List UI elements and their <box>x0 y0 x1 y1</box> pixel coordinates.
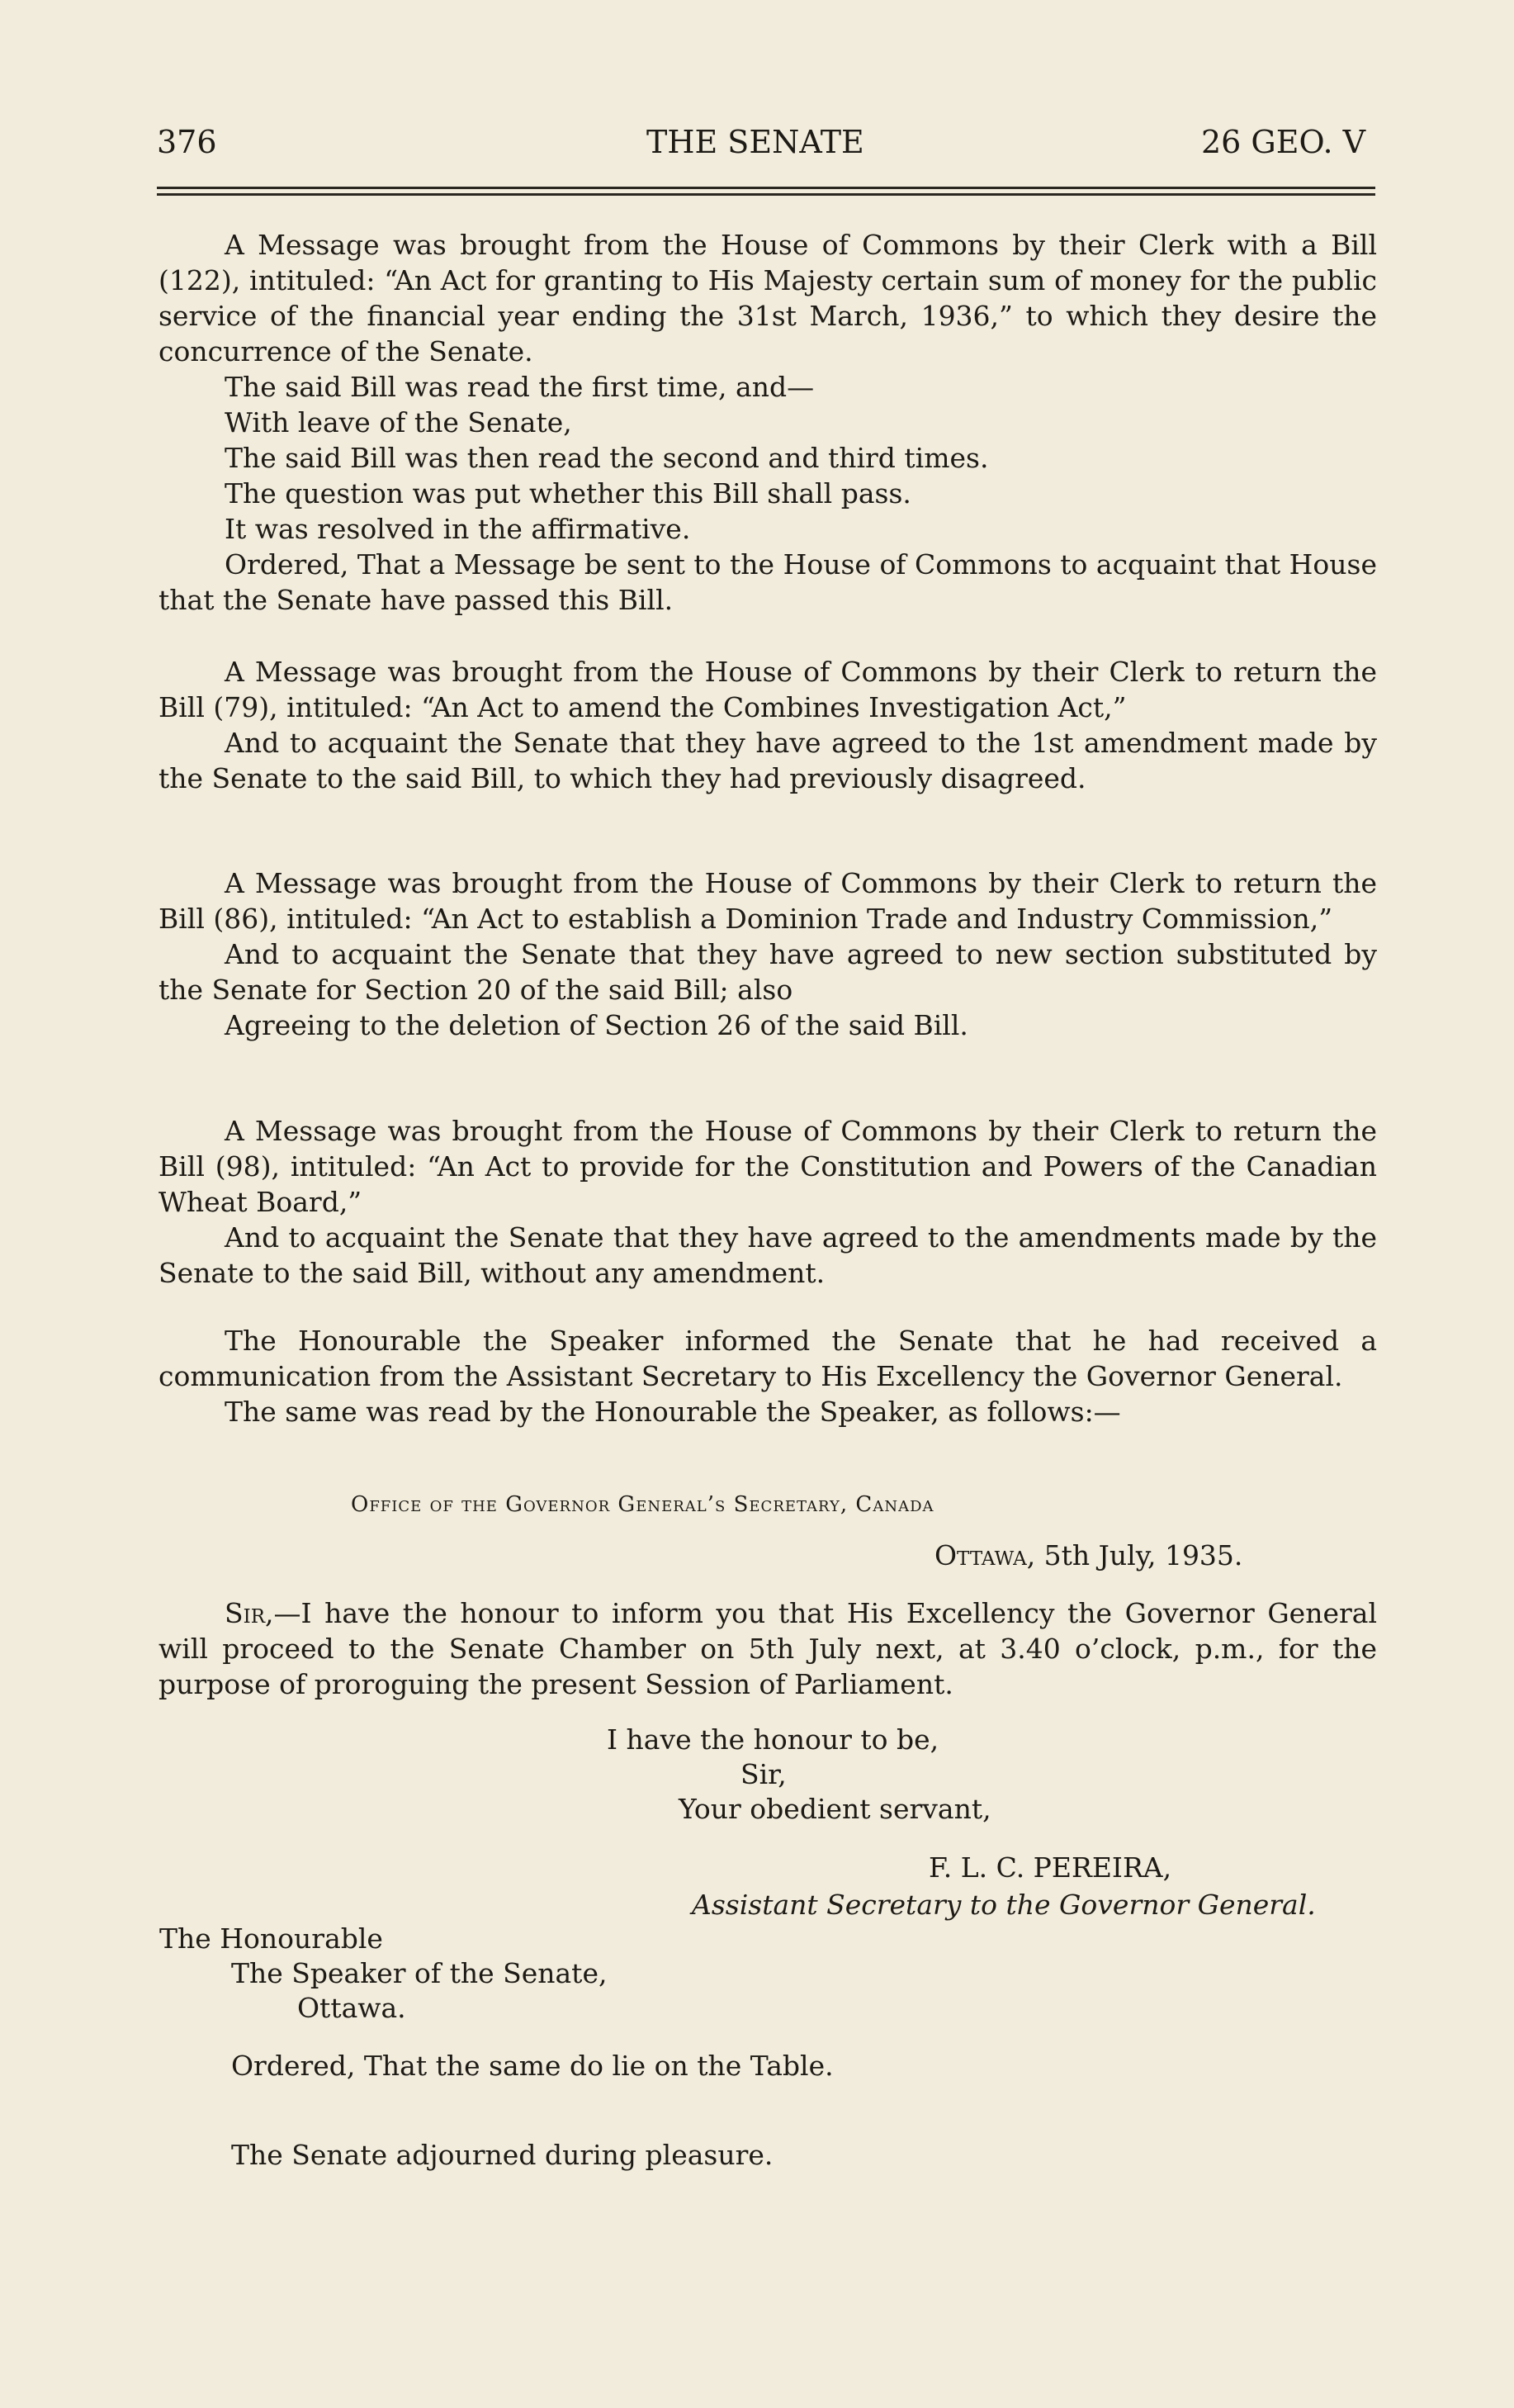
paragraph: The said Bill was read the first time, and— <box>225 371 815 403</box>
paragraph: Agreeing to the deletion of Section 26 of the said Bill. <box>225 1009 968 1041</box>
office-heading: Office of the Governor General’s Secretary, Canada <box>351 1492 934 1517</box>
letter-date <box>934 1538 1242 1573</box>
closing-line-1: I have the honour to be, <box>607 1723 939 1756</box>
letter-date-rest: , 5th July, 1935. <box>1026 1539 1243 1571</box>
letter-place: Ottawa <box>934 1539 1027 1571</box>
addressee-line-3: Ottawa. <box>297 1992 406 2024</box>
section-bill-86 <box>158 865 1377 1043</box>
addressee-line-1: The Honourable <box>159 1922 383 1955</box>
paragraph: A Message was brought from the House of Commons by their Clerk to return the Bill (98), intituled: “An Act to provide for the Constitution and Powers of the Canadian Wheat Board,” <box>158 1115 1377 1218</box>
signer-name: F. L. C. PEREIRA, <box>929 1851 1172 1884</box>
signer-title: Assistant Secretary to the Governor General. <box>692 1889 1316 1921</box>
senate-adjourned: The Senate adjourned during pleasure. <box>231 2139 774 2171</box>
paragraph: A Message was brought from the House of Commons by their Clerk to return the Bill (86), intituled: “An Act to establish a Dominion Trade and Industry Commission,” <box>158 867 1377 935</box>
paragraph: A Message was brought from the House of Commons by their Clerk with a Bill (122), intituled: “An Act for granting to His Majesty certain sum of money for the public service of the financial year ending the 31st March, 1936,” to which they desire the concurrence of the Senate. <box>158 229 1377 367</box>
paragraph: And to acquaint the Senate that they have agreed to new section substituted by the Senate for Section 20 of the said Bill; also <box>158 938 1377 1006</box>
section-speaker-communication <box>158 1323 1377 1429</box>
paragraph: And to acquaint the Senate that they have agreed to the 1st amendment made by the Senate to the said Bill, to which they had previously disagreed. <box>158 727 1377 794</box>
paragraph: The said Bill was then read the second and third times. <box>225 442 989 474</box>
addressee-line-2: The Speaker of the Senate, <box>231 1957 608 1989</box>
header-rule-bottom <box>157 193 1375 196</box>
paragraph: It was resolved in the affirmative. <box>225 513 691 545</box>
paragraph: Ordered, That a Message be sent to the House of Commons to acquaint that House that the Senate have passed this Bill. <box>158 548 1377 616</box>
page-number: 376 <box>157 124 217 160</box>
paragraph <box>158 1595 1377 1702</box>
ordered-table: Ordered, That the same do lie on the Table. <box>231 2050 834 2082</box>
closing-line-2: Sir, <box>740 1758 787 1790</box>
session-label: 26 GEO. V <box>1201 124 1366 160</box>
paragraph: The question was put whether this Bill shall pass. <box>225 477 911 510</box>
paragraph: A Message was brought from the House of Commons by their Clerk to return the Bill (79), intituled: “An Act to amend the Combines Investigation Act,” <box>158 656 1377 723</box>
letter-text: ,—I have the honour to inform you that His Excellency the Governor General will proceed to the Senate Chamber on 5th July next, at 3.40 o’clock, p.m., for the purpose of proroguing the present Session of Parliament. <box>158 1597 1377 1700</box>
salutation: Sir <box>225 1597 266 1629</box>
section-bill-98 <box>158 1113 1377 1291</box>
header-rule-top <box>157 187 1375 189</box>
letter-body <box>158 1595 1377 1702</box>
paragraph: And to acquaint the Senate that they have agreed to the amendments made by the Senate to the said Bill, without any amendment. <box>158 1221 1377 1289</box>
paragraph: With leave of the Senate, <box>225 406 572 438</box>
paragraph: The Honourable the Speaker informed the Senate that he had received a communication from the Assistant Secretary to His Excellency the Governor General. <box>158 1325 1377 1392</box>
section-bill-79 <box>158 654 1377 796</box>
closing-line-3: Your obedient servant, <box>679 1793 991 1825</box>
section-bill-122 <box>158 227 1377 618</box>
running-title: THE SENATE <box>646 124 864 160</box>
paragraph: The same was read by the Honourable the Speaker, as follows:— <box>225 1396 1121 1428</box>
